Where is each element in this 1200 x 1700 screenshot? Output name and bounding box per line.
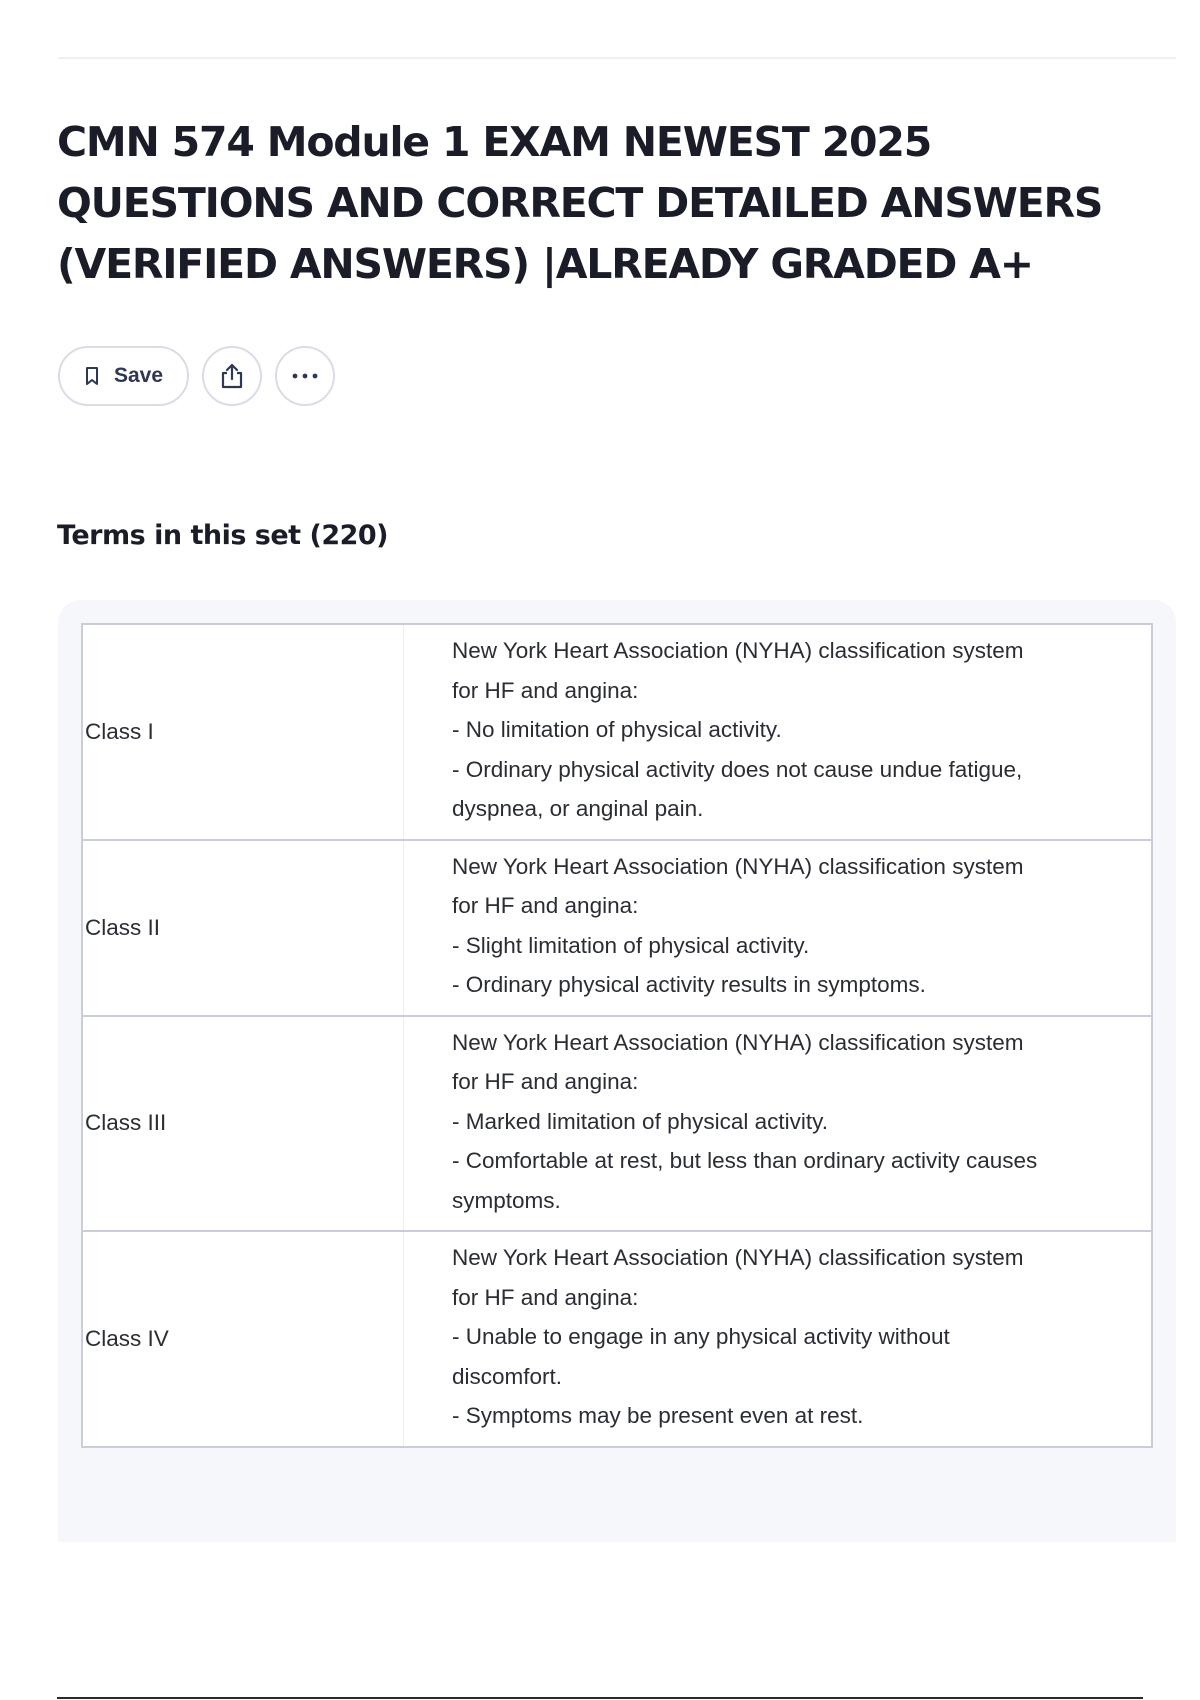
terms-heading: Terms in this set (220) xyxy=(57,520,389,551)
save-button-label: Save xyxy=(113,364,164,387)
terms-panel xyxy=(58,600,1176,1542)
more-horizontal-icon xyxy=(292,373,318,379)
definition-cell: New York Heart Association (NYHA) classification system for HF and angina: - Unable to engage in any physical activity without discomfort. - Symptoms may be present even at rest. xyxy=(404,1231,1153,1447)
term-row xyxy=(82,1016,1152,1232)
share-icon xyxy=(219,362,245,390)
bottom-divider xyxy=(57,1697,1143,1699)
more-options-button[interactable] xyxy=(275,346,335,406)
share-button[interactable] xyxy=(202,346,262,406)
term-cell: Class I xyxy=(82,624,404,840)
bookmark-icon xyxy=(84,366,100,386)
term-row xyxy=(82,840,1152,1016)
definition-cell: New York Heart Association (NYHA) classification system for HF and angina: - Slight limitation of physical activity. - Ordinary physical activity results in symptoms. xyxy=(404,840,1153,1016)
term-row xyxy=(82,624,1152,840)
definition-cell: New York Heart Association (NYHA) classification system for HF and angina: - No limitation of physical activity. - Ordinary physical activity does not cause undue fatigue, dyspnea, or anginal pain. xyxy=(452,638,1024,821)
term-row xyxy=(82,1231,1152,1447)
page-title: CMN 574 Module 1 EXAM NEWEST 2025 QUESTIONS AND CORRECT DETAILED ANSWERS (VERIFIED ANSWERS) |ALREADY GRADED A+ xyxy=(57,118,1103,288)
term-cell: Class IV xyxy=(82,1231,404,1447)
term-cell: Class II xyxy=(82,840,404,1016)
definition-cell: New York Heart Association (NYHA) classification system for HF and angina: - Marked limitation of physical activity. - Comfortable at rest, but less than ordinary activity causes symptoms. xyxy=(404,1016,1153,1232)
top-divider xyxy=(58,57,1176,59)
action-bar xyxy=(58,345,335,407)
terms-table xyxy=(81,623,1153,1448)
term-cell: Class III xyxy=(82,1016,404,1232)
save-button[interactable] xyxy=(58,346,189,406)
